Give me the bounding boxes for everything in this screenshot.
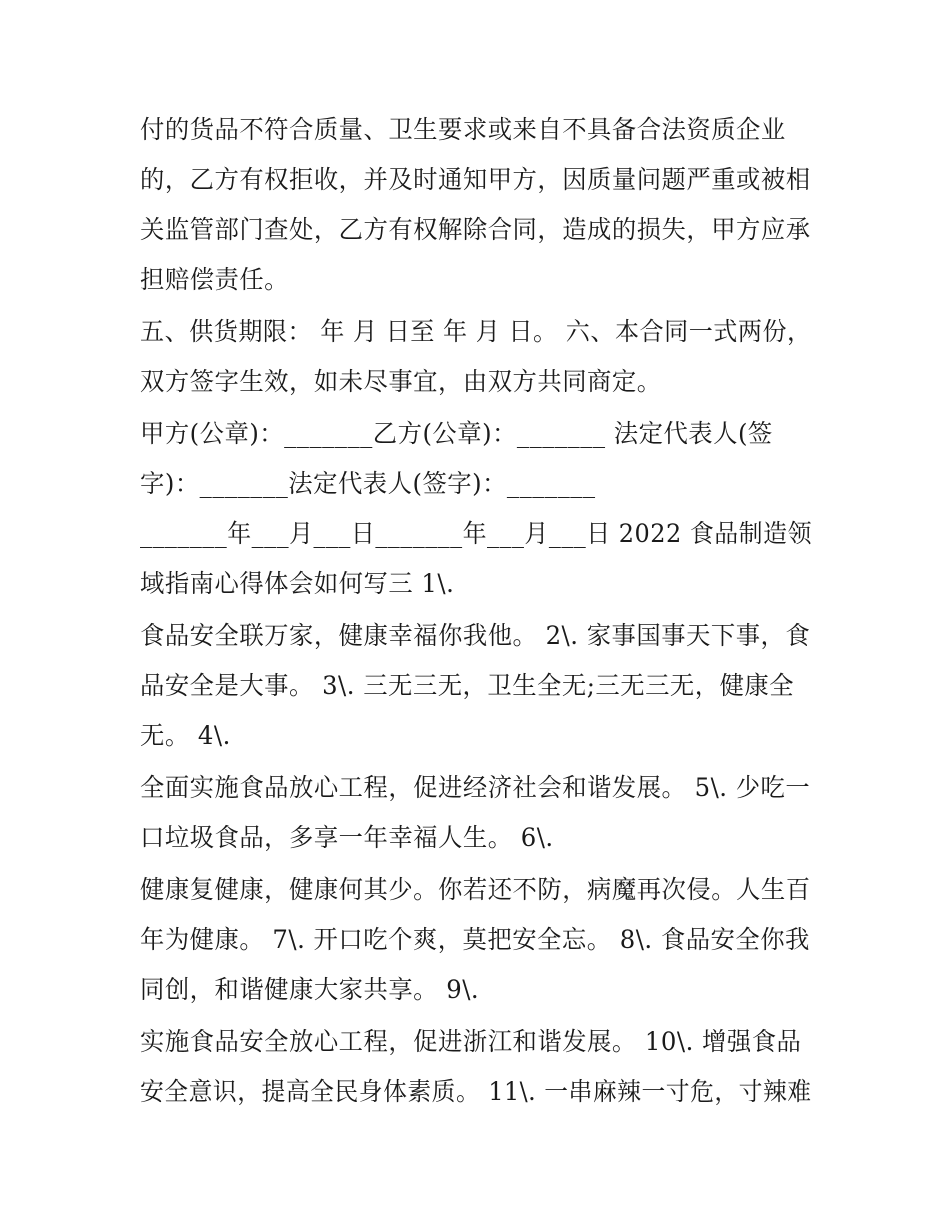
text-line-8: 字)：_______法定代表人(签字)：_______ xyxy=(140,469,596,498)
text-line-6: 双方签字生效，如未尽事宜，由双方共同商定。 xyxy=(140,367,662,396)
text-line-20: 安全意识，提高全民身体素质。 11\. 一串麻辣一寸危，寸辣难 xyxy=(140,1077,812,1106)
text-line-17: 年为健康。 7\. 开口吃个爽，莫把安全忘。 8\. 食品安全你我 xyxy=(140,925,810,954)
text-line-19: 实施食品安全放心工程，促进浙江和谐发展。 10\. 增强食品 xyxy=(140,1027,802,1056)
text-line-7: 甲方(公章)：_______乙方(公章)：_______ 法定代表人(签 xyxy=(140,419,773,448)
text-line-18: 同创，和谐健康大家共享。 9\. xyxy=(140,975,480,1004)
text-line-11: 食品安全联万家，健康幸福你我他。 2\. 家事国事天下事，食 xyxy=(140,621,811,650)
text-line-12: 品安全是大事。 3\. 三无三无，卫生全无;三无三无，健康全 xyxy=(140,671,795,700)
text-line-3: 关监管部门查处，乙方有权解除合同，造成的损失，甲方应承 xyxy=(140,215,811,244)
text-line-1: 付的货品不符合质量、卫生要求或来自不具备合法资质企业 xyxy=(140,115,786,144)
text-line-9: _______年___月___日_______年___月___日 2022 食品制造领 xyxy=(140,519,813,548)
text-line-5: 五、供货期限： 年 月 日至 年 月 日。 六、本合同一式两份， xyxy=(140,317,812,346)
text-line-15: 口垃圾食品，多享一年幸福人生。 6\. xyxy=(140,823,554,852)
text-line-2: 的，乙方有权拒收，并及时通知甲方，因质量问题严重或被相 xyxy=(140,165,811,194)
text-line-10: 域指南心得体会如何写三 1\. xyxy=(140,569,455,598)
text-line-4: 担赔偿责任。 xyxy=(140,265,290,294)
text-line-14: 全面实施食品放心工程，促进经济社会和谐发展。 5\. 少吃一 xyxy=(140,773,811,802)
text-line-16: 健康复健康，健康何其少。你若还不防，病魔再次侵。人生百 xyxy=(140,875,811,904)
text-line-13: 无。 4\. xyxy=(140,721,231,750)
